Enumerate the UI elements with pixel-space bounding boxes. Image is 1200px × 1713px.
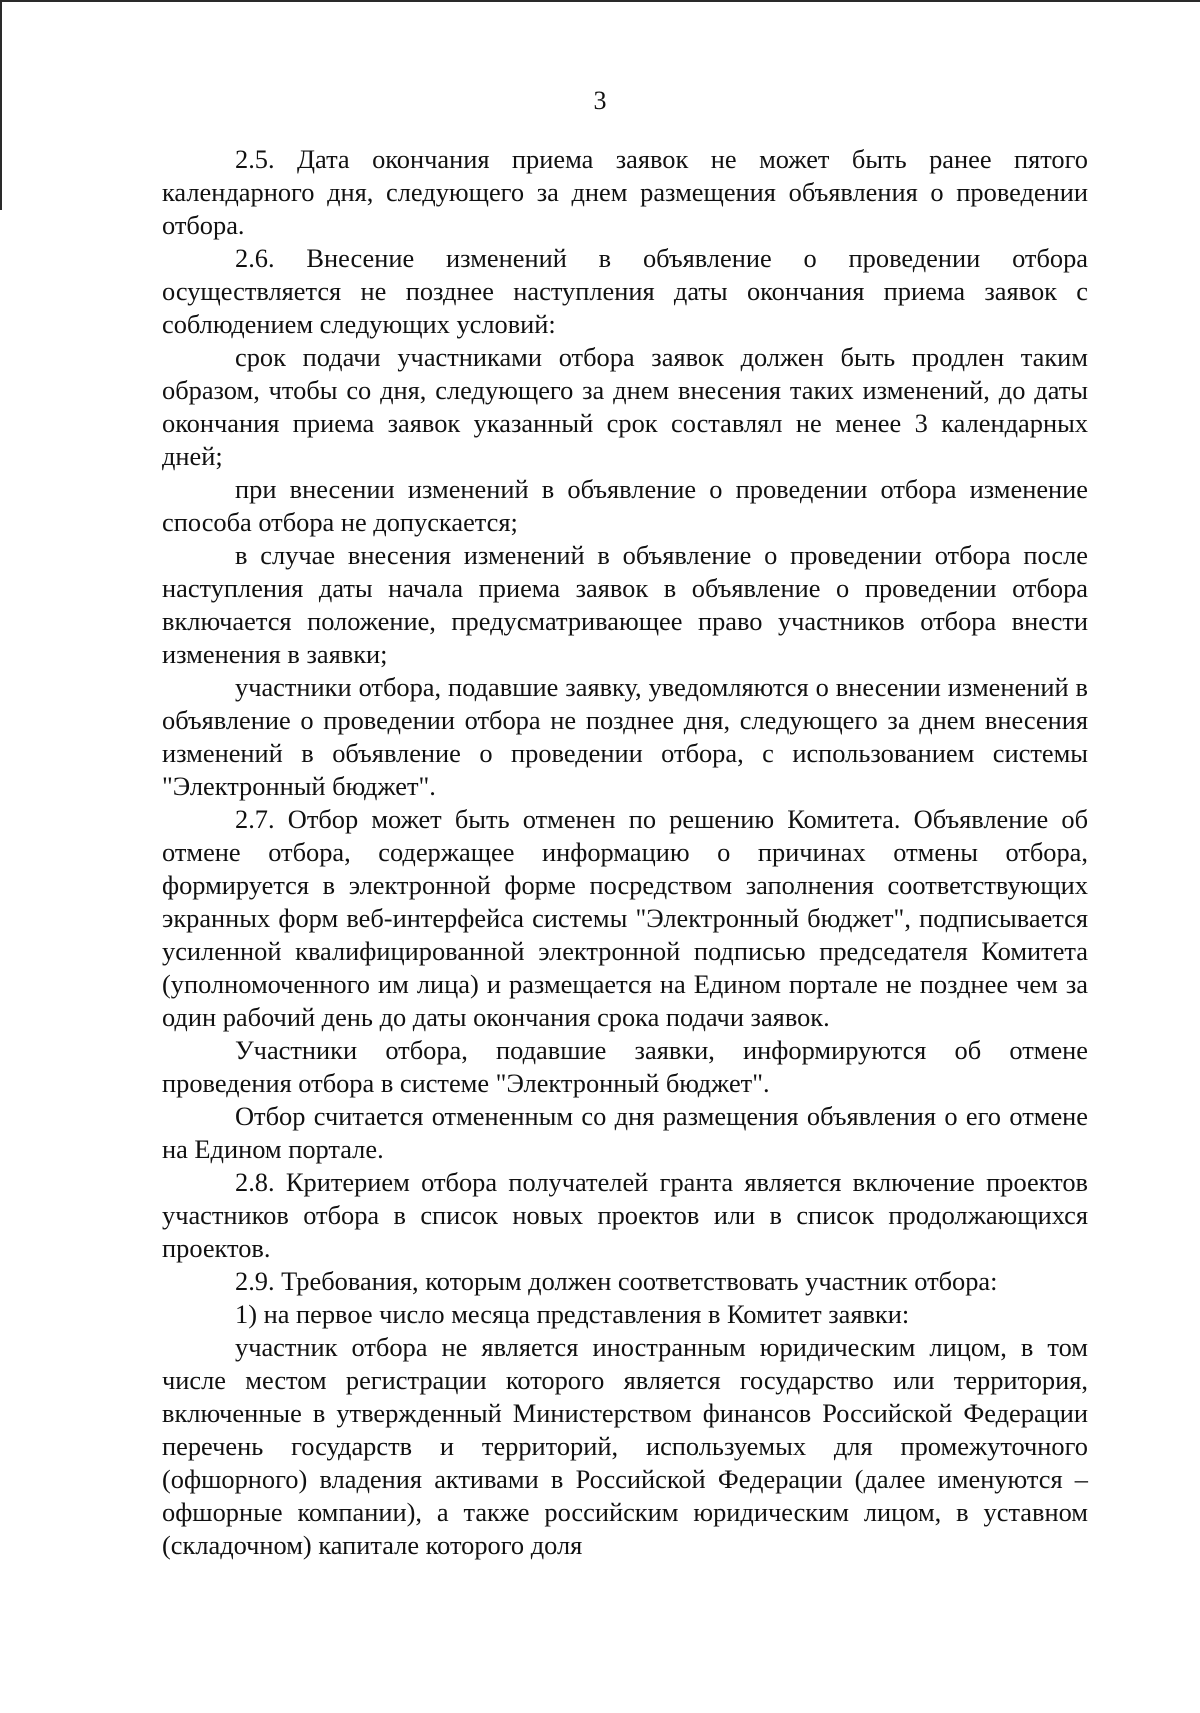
paragraph-2-7-participants: Участники отбора, подавшие заявки, информируются об отмене проведения отбора в системе "Электронный бюджет". — [162, 1035, 1088, 1098]
paragraph-2-7-cancelled: Отбор считается отмененным со дня размещения объявления о его отмене на Едином портале. — [162, 1101, 1088, 1164]
paragraph-2-6-notify: участники отбора, подавшие заявку, уведомляются о внесении изменений в объявление о проведении отбора не позднее дня, следующего за днем внесения изменений в объявление о проведении отбора, с использованием системы "Электронный бюджет". — [162, 672, 1088, 801]
paragraph-2-6: 2.6. Внесение изменений в объявление о проведении отбора осуществляется не позднее наступления даты окончания приема заявок с соблюдением следующих условий: — [162, 243, 1088, 339]
paragraph-2-8: 2.8. Критерием отбора получателей гранта является включение проектов участников отбора в список новых проектов или в список продолжающихся проектов. — [162, 1167, 1088, 1263]
paragraph-2-5: 2.5. Дата окончания приема заявок не может быть ранее пятого календарного дня, следующего за днем размещения объявления о проведении отбора. — [162, 144, 1088, 240]
scan-border-top — [0, 0, 1200, 2]
paragraph-2-6-amend: в случае внесения изменений в объявление о проведении отбора после наступления даты начала приема заявок в объявление о проведении отбора включается положение, предусматривающее право участников отбора внести изменения в заявки; — [162, 540, 1088, 669]
paragraph-2-6-term: срок подачи участниками отбора заявок должен быть продлен таким образом, чтобы со дня, следующего за днем внесения таких изменений, до даты окончания приема заявок указанный срок составлял не менее 3 календарных дней; — [162, 342, 1088, 471]
page-number: 3 — [593, 86, 607, 115]
paragraph-2-9-1: 1) на первое число месяца представления в Комитет заявки: — [235, 1299, 910, 1329]
paragraph-2-6-method: при внесении изменений в объявление о проведении отбора изменение способа отбора не допускается; — [162, 474, 1088, 537]
document-body — [162, 143, 1088, 1562]
paragraph-2-9-offshore: участник отбора не является иностранным юридическим лицом, в том числе местом регистрации которого является государство или территория, включенные в утвержденный Министерством финансов Российской Федерации перечень государств и территорий, используемых для промежуточного (офшорного) владения активами в Российской Федерации (далее именуются – офшорные компании), а также российским юридическим лицом, в уставном (складочном) капитале которого доля — [162, 1332, 1088, 1560]
paragraph-2-9: 2.9. Требования, которым должен соответствовать участник отбора: — [235, 1266, 998, 1296]
paragraph-2-7: 2.7. Отбор может быть отменен по решению Комитета. Объявление об отмене отбора, содержащее информацию о причинах отмены отбора, формируется в электронной форме посредством заполнения соответствующих экранных форм веб-интерфейса системы "Электронный бюджет", подписывается усиленной квалифицированной электронной подписью председателя Комитета (уполномоченного им лица) и размещается на Едином портале не позднее чем за один рабочий день до даты окончания срока подачи заявок. — [162, 804, 1088, 1032]
